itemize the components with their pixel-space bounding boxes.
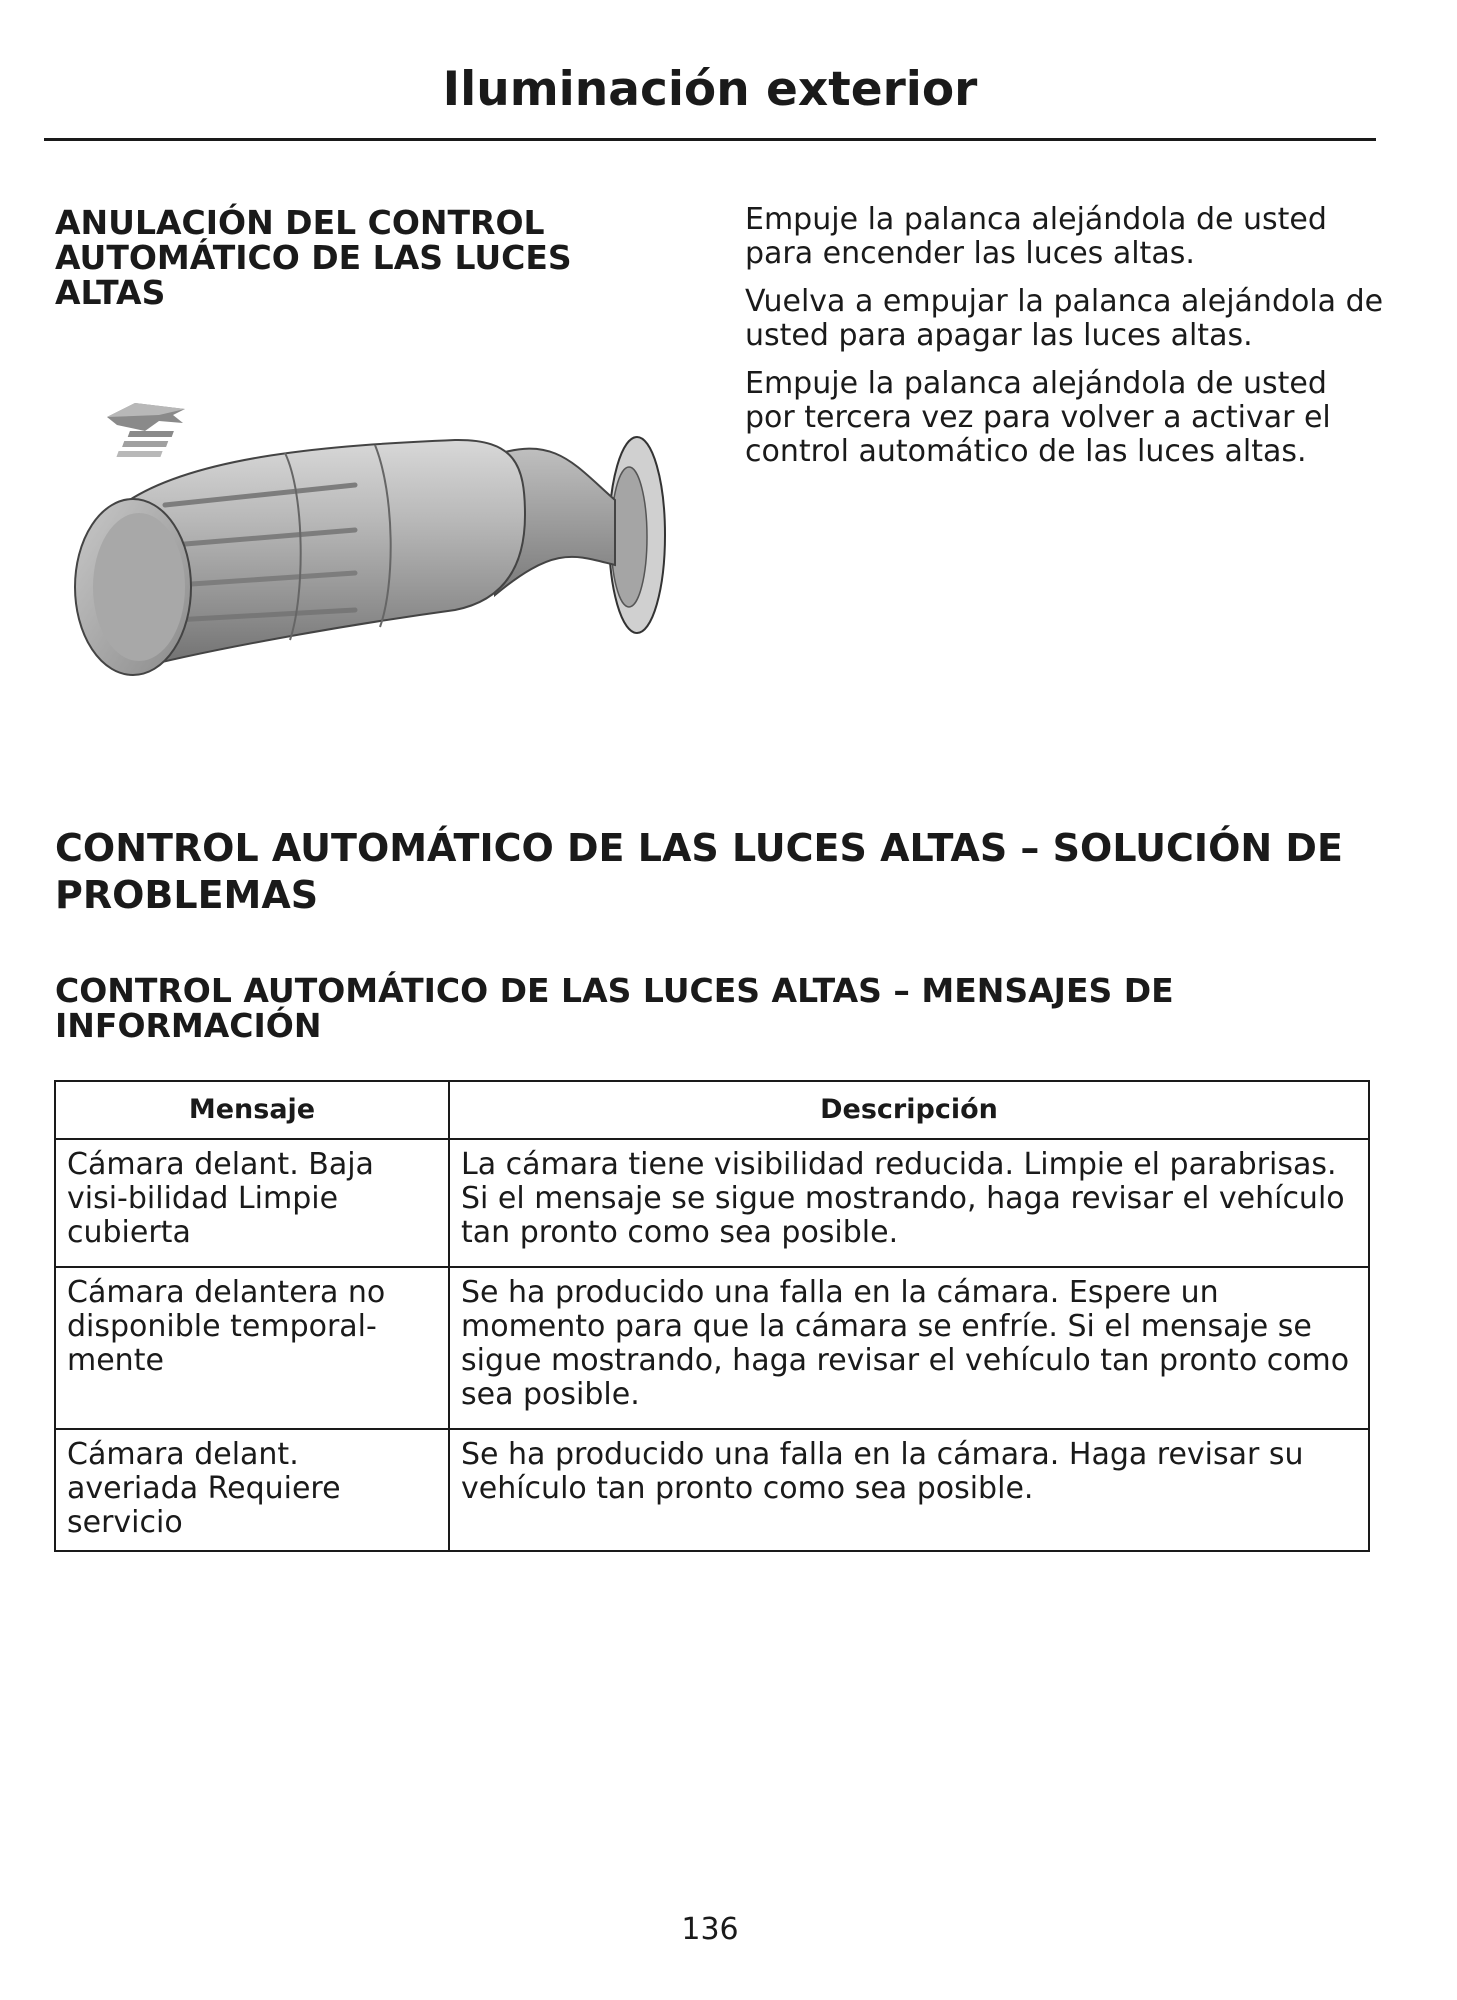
table-row [55,1139,1369,1267]
information-messages-table [54,1080,1370,1552]
multifunction-lever-illustration [55,395,695,695]
page-title: Iluminación exterior [442,62,978,117]
message-cell: Cámara delantera no disponible temporal-mente [55,1267,449,1429]
column-header-description: Descripción [449,1081,1369,1139]
information-messages-heading: CONTROL AUTOMÁTICO DE LAS LUCES ALTAS – MENSAJES DE INFORMACIÓN [55,971,1174,1045]
table-row [55,1267,1369,1429]
description-cell: Se ha producido una falla en la cámara. Haga revisar su vehículo tan pronto como sea posible. [449,1429,1369,1551]
message-cell: Cámara delant. Baja visi-bilidad Limpie cubierta [55,1139,449,1267]
title-divider [44,138,1376,141]
message-cell: Cámara delant. averiada Requiere servicio [55,1429,449,1551]
override-instructions [745,203,1385,483]
description-cell: La cámara tiene visibilidad reducida. Limpie el parabrisas. Si el mensaje se sigue mostrando, haga revisar el vehículo tan pronto como sea posible. [449,1139,1369,1267]
page-number: 136 [681,1912,739,1947]
instruction-paragraph: Empuje la palanca alejándola de usted por tercera vez para volver a activar el control automático de las luces altas. [745,366,1331,469]
column-header-message: Mensaje [55,1081,449,1139]
troubleshooting-heading: CONTROL AUTOMÁTICO DE LAS LUCES ALTAS – SOLUCIÓN DE PROBLEMAS [55,826,1343,917]
arrow-up-icon [107,403,185,457]
instruction-paragraph: Vuelva a empujar la palanca alejándola de usted para apagar las luces altas. [745,284,1384,353]
description-cell: Se ha producido una falla en la cámara. Espere un momento para que la cámara se enfríe. Si el mensaje se sigue mostrando, haga revisar el vehículo tan pronto como sea posible. [449,1267,1369,1429]
table-header-row [55,1081,1369,1139]
instruction-paragraph: Empuje la palanca alejándola de usted para encender las luces altas. [745,202,1327,271]
table-row [55,1429,1369,1551]
override-heading: ANULACIÓN DEL CONTROL AUTOMÁTICO DE LAS LUCES ALTAS [55,203,572,312]
